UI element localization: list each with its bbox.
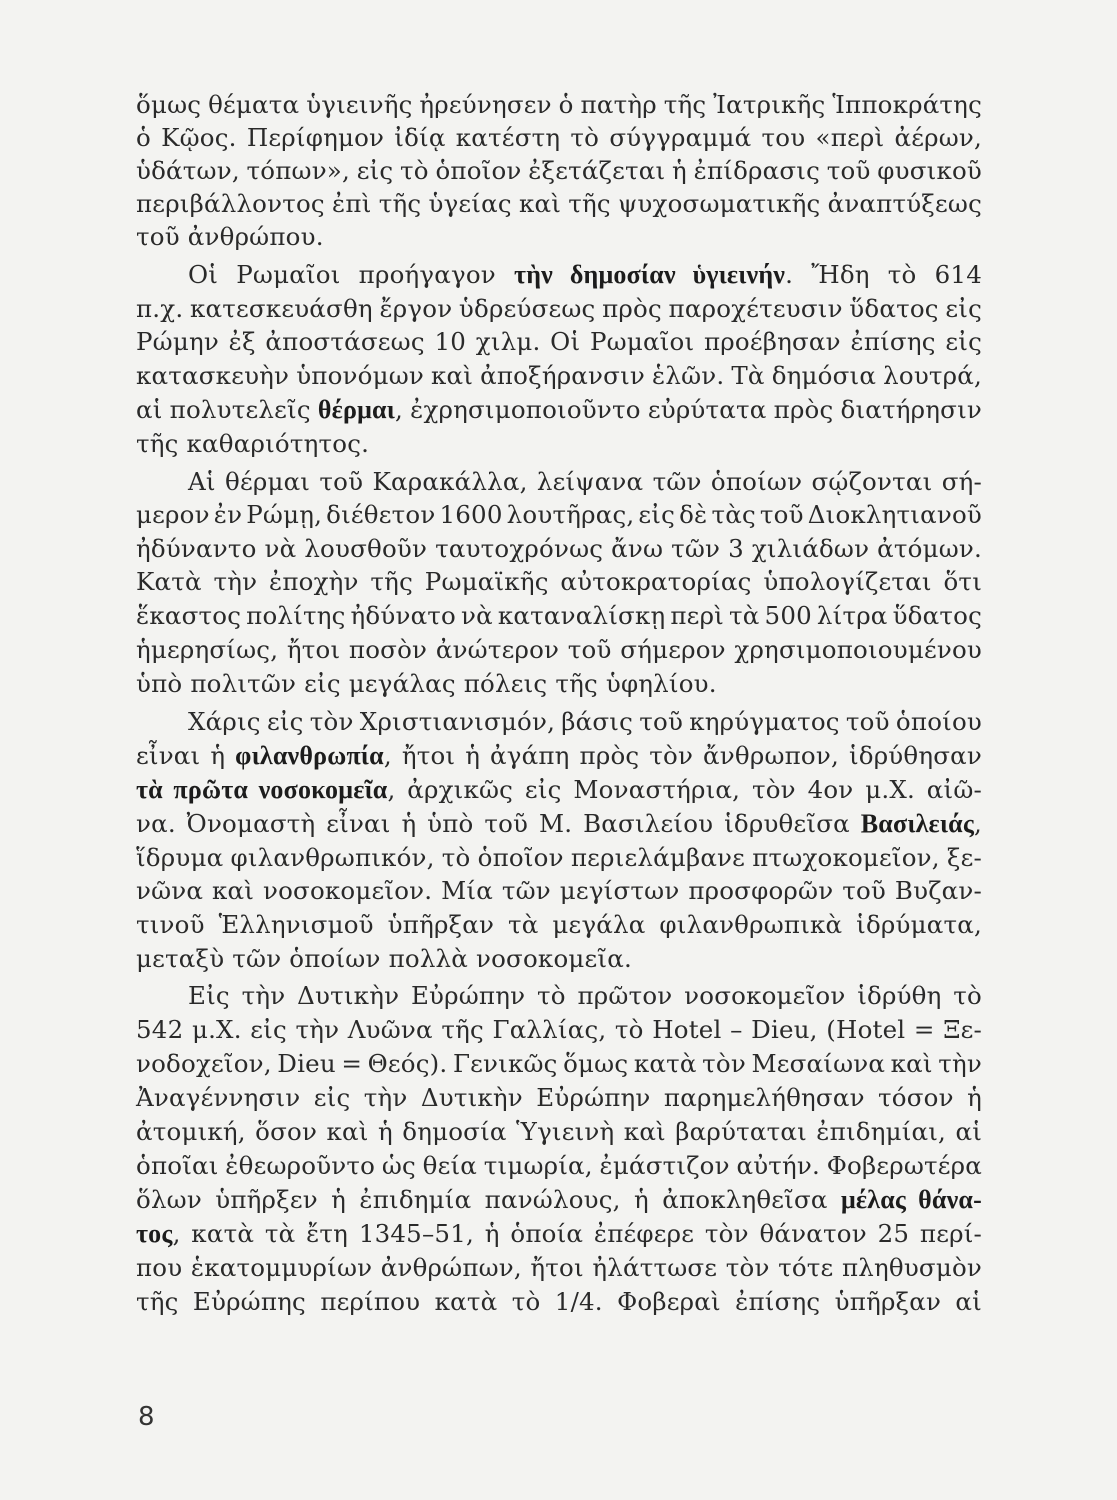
text-line bbox=[136, 1013, 982, 1047]
text-line bbox=[136, 427, 369, 461]
text-line bbox=[136, 667, 717, 701]
text-line bbox=[188, 979, 982, 1013]
text-span: Οἱ Ρωμαῖοι προήγαγον bbox=[188, 260, 515, 289]
text-line bbox=[136, 773, 982, 807]
text-span: τινοῦ Ἑλληνισμοῦ ὑπῆρξαν τὰ μεγάλα φιλανθρωπικὰ ἱδρύματα, bbox=[136, 910, 982, 939]
text-span: νῶνα καὶ νοσοκομεῖον. Μία τῶν μεγίστων προσφορῶν τοῦ Βυζαν- bbox=[136, 876, 982, 905]
text-line bbox=[136, 88, 982, 122]
text-span: Ρώμην ἐξ ἀποστάσεως 10 χιλμ. Οἱ Ρωμαῖοι προέβησαν ἐπίσης εἰς bbox=[136, 327, 982, 356]
text-span: ἵδρυμα φιλανθρωπικόν, τὸ ὁποῖον περιελάμβανε πτωχοκομεῖον, ξε- bbox=[136, 843, 982, 872]
text-span: Αἱ θέρμαι τοῦ Καρακάλλα, λείψανα τῶν ὁποίων σῴζονται σή- bbox=[188, 467, 982, 496]
text-line bbox=[136, 599, 982, 633]
text-span: , ἐχρησιμοποιοῦντο εὐρύτατα πρὸς διατήρησιν bbox=[395, 395, 982, 424]
text-span: ὅμως θέματα ὑγιεινῆς ἠρεύνησεν ὁ πατὴρ τῆς Ἰατρικῆς Ἱπποκράτης bbox=[136, 90, 982, 119]
bold-text-span: τὰ πρῶτα νοσοκομεῖα bbox=[136, 775, 388, 804]
bold-text-span: τὴν δημοσίαν ὑγιεινήν bbox=[514, 260, 786, 289]
text-line bbox=[136, 565, 982, 599]
text-line bbox=[136, 220, 324, 254]
text-line bbox=[136, 942, 632, 976]
text-span: ὑδάτων, τόπων», εἰς τὸ ὁποῖον ἐξετάζεται ἡ ἐπίδρασις τοῦ φυσικοῦ bbox=[136, 156, 982, 185]
text-span: που ἑκατομμυρίων ἀνθρώπων, ἤτοι ἠλάττωσε τὸν τότε πληθυσμὸν bbox=[136, 1253, 982, 1282]
text-span: , ἀρχικῶς εἰς Μοναστήρια, τὸν 4ον μ.Χ. αἰῶ- bbox=[387, 775, 982, 804]
text-span: εἶναι ἡ bbox=[136, 741, 236, 770]
text-span: Ἀναγέννησιν εἰς τὴν Δυτικὴν Εὐρώπην παρημελήθησαν τόσον ἡ bbox=[136, 1083, 982, 1112]
text-span: ὅλων ὑπῆρξεν ἡ ἐπιδημία πανώλους, ἡ ἀποκληθεῖσα bbox=[136, 1185, 841, 1214]
text-line bbox=[136, 121, 982, 155]
text-span: π.χ. κατεσκευάσθη ἔργον ὑδρεύσεως πρὸς παροχέτευσιν ὕδατος εἰς bbox=[136, 294, 982, 323]
page-number: 8 bbox=[138, 1402, 155, 1432]
text-line bbox=[136, 874, 982, 908]
bold-text-span: μέλας θάνα- bbox=[840, 1185, 982, 1214]
text-span: περιβάλλοντος ἐπὶ τῆς ὑγείας καὶ τῆς ψυχοσωματικῆς ἀναπτύξεως bbox=[136, 189, 982, 218]
text-line bbox=[136, 532, 982, 566]
text-line bbox=[136, 187, 982, 221]
text-span: να. Ὀνομαστὴ εἶναι ἡ ὑπὸ τοῦ Μ. Βασιλείου ἱδρυθεῖσα bbox=[136, 809, 861, 838]
text-span: , ἤτοι ἡ ἀγάπη πρὸς τὸν ἄνθρωπον, ἱδρύθησαν bbox=[383, 741, 982, 770]
text-line bbox=[136, 1285, 982, 1319]
text-line bbox=[188, 258, 982, 292]
text-span: αἱ πολυτελεῖς bbox=[136, 395, 318, 424]
text-line bbox=[136, 1115, 982, 1149]
text-line bbox=[136, 393, 982, 427]
bold-text-span: φιλανθρωπία bbox=[235, 741, 384, 770]
text-span: ὁποῖαι ἐθεωροῦντο ὡς θεία τιμωρία, ἐμάστιζον αὐτήν. Φοβερωτέρα bbox=[136, 1151, 982, 1180]
text-line bbox=[136, 1047, 982, 1081]
text-line bbox=[136, 1081, 982, 1115]
text-line bbox=[136, 1183, 982, 1217]
text-line bbox=[136, 292, 982, 326]
text-span: ὑπὸ πολιτῶν εἰς μεγάλας πόλεις τῆς ὑφηλίου. bbox=[136, 669, 717, 698]
text-span: ἀτομική, ὅσον καὶ ἡ δημοσία Ὑγιεινὴ καὶ βαρύταται ἐπιδημίαι, αἱ bbox=[136, 1117, 982, 1146]
text-span: Εἰς τὴν Δυτικὴν Εὐρώπην τὸ πρῶτον νοσοκομεῖον ἱδρύθη τὸ bbox=[188, 981, 982, 1010]
text-span: Κατὰ τὴν ἐποχὴν τῆς Ρωμαϊκῆς αὐτοκρατορίας ὑπολογίζεται ὅτι bbox=[136, 567, 982, 596]
text-line bbox=[136, 1217, 982, 1251]
text-span: ὁ Κῷος. Περίφημον ἰδίᾳ κατέστη τὸ σύγγραμμά του «περὶ ἀέρων, bbox=[136, 123, 982, 152]
text-span: ἡμερησίως, ἤτοι ποσὸν ἀνώτερον τοῦ σήμερον χρησιμοποιουμένου bbox=[136, 635, 982, 664]
text-line bbox=[136, 498, 982, 532]
text-line bbox=[136, 1251, 982, 1285]
text-line bbox=[136, 359, 982, 393]
text-span: , bbox=[974, 809, 982, 838]
bold-text-span: Βασιλειάς bbox=[860, 809, 974, 838]
text-line bbox=[136, 807, 982, 841]
text-span: ἠδύναντο νὰ λουσθοῦν ταυτοχρόνως ἄνω τῶν 3 χιλιάδων ἀτόμων. bbox=[136, 534, 982, 563]
text-line bbox=[136, 739, 982, 773]
text-line bbox=[188, 465, 982, 499]
text-span: 542 μ.Χ. εἰς τὴν Λυῶνα τῆς Γαλλίας, τὸ Hotel – Dieu, (Hotel = Ξε- bbox=[136, 1015, 982, 1044]
text-span: κατασκευὴν ὑπονόμων καὶ ἀποξήρανσιν ἑλῶν. Τὰ δημόσια λουτρά, bbox=[136, 361, 982, 390]
text-span: μερον ἐν Ρώμῃ, διέθετον 1600 λουτῆρας, εἰς δὲ τὰς τοῦ Διοκλητιανοῦ bbox=[136, 500, 982, 529]
text-span: ἕκαστος πολίτης ἠδύνατο νὰ καταναλίσκῃ περὶ τὰ 500 λίτρα ὕδατος bbox=[136, 601, 982, 630]
text-span: μεταξὺ τῶν ὁποίων πολλὰ νοσοκομεῖα. bbox=[136, 944, 632, 973]
text-line bbox=[136, 1149, 982, 1183]
text-span: τῆς Εὐρώπης περίπου κατὰ τὸ 1/4. Φοβεραὶ ἐπίσης ὑπῆρξαν αἱ bbox=[136, 1287, 982, 1316]
text-line bbox=[136, 154, 982, 188]
bold-text-span: θέρμαι bbox=[317, 395, 395, 424]
text-span: τῆς καθαριότητος. bbox=[136, 429, 370, 458]
text-span: νοδοχεῖον, Dieu = Θεός). Γενικῶς ὅμως κατὰ τὸν Μεσαίωνα καὶ τὴν bbox=[136, 1049, 982, 1078]
text-span: Χάρις εἰς τὸν Χριστιανισμόν, βάσις τοῦ κηρύγματος τοῦ ὁποίου bbox=[188, 707, 982, 736]
text-span: . Ἤδη τὸ 614 bbox=[785, 260, 983, 289]
text-span: , κατὰ τὰ ἔτη 1345–51, ἡ ὁποία ἐπέφερε τὸν θάνατον 25 περί- bbox=[172, 1219, 982, 1248]
text-line bbox=[136, 633, 982, 667]
text-line bbox=[188, 705, 982, 739]
text-line bbox=[136, 908, 982, 942]
text-span: τοῦ ἀνθρώπου. bbox=[136, 222, 324, 251]
text-line bbox=[136, 841, 982, 875]
bold-text-span: τος bbox=[136, 1219, 173, 1248]
text-line bbox=[136, 325, 982, 359]
